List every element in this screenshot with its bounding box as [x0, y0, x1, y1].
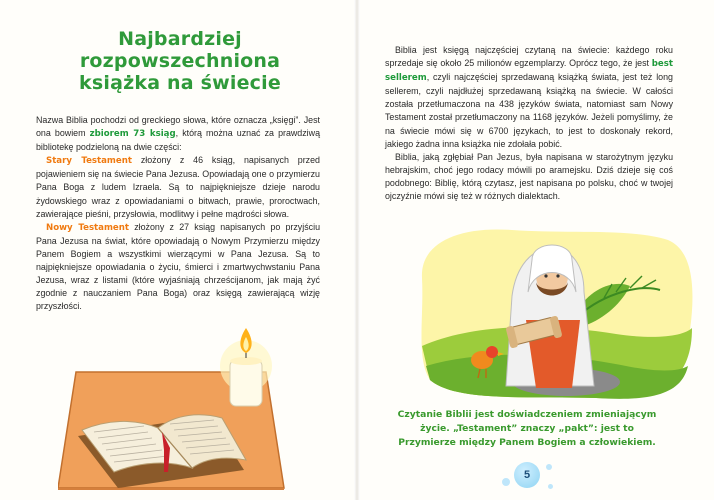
- bubble-decoration: [546, 464, 552, 470]
- bubble-decoration: [502, 478, 510, 486]
- emphasis-new-testament: Nowy Testament: [46, 222, 129, 233]
- left-body-text: [36, 114, 320, 313]
- jesus-reading-scroll-illustration: [416, 226, 696, 402]
- emphasis-old-testament: Stary Testament: [46, 156, 132, 167]
- page-title: [40, 28, 320, 94]
- bubble-decoration: [548, 484, 553, 489]
- paragraph-old-testament: [36, 154, 320, 220]
- paragraph-new-testament: [36, 221, 320, 314]
- right-body-text: [385, 44, 673, 203]
- text-run: Biblia jest księgą najczęściej czytaną na świecie: każdego roku sprzedaje się około 25 milionów egzemplarzy. Oprócz tego, że jest: [385, 45, 673, 69]
- paragraph-bestseller: [385, 44, 673, 151]
- text-run: złożony z 27 ksiąg napisanych po przyjściu Pana Jezusa na świat, które opowiadają o Nowym Przymierzu między Panem Bogiem a wszystkimi wierzącymi w Pana Jezusa. Są to najpiękniejsze opowiadania o życiu, śmierci i zmartwychwstaniu Pana Jezusa, wraz z listami (które wyjaśniają chrześcijanom, jak mają żyć zgodnie z nauczaniem Pana Boga) oraz księgą zawierającą wizję przyszłości.: [36, 221, 321, 312]
- title-line-3: książka na świecie: [79, 72, 281, 94]
- text-run: , którą można uznać za prawdziwą bibliotekę podzieloną na dwie części:: [36, 128, 320, 153]
- text-run: złożony z 46 ksiąg, napisanych przed pojawieniem się na świecie Pana Jezusa. Opowiadają one o przymierzu Pana Boga z ludem Izraela. Są to najpiękniejsze dzieje narodu żydowskiego wraz z opowiadaniami o bitwach, prawie, proroctwach, zawierające pieśni, przysłowia, modlitwy i pełne mądrości słowa.: [36, 155, 320, 219]
- emphasis-73-books: zbiorem 73 ksiąg: [89, 129, 176, 140]
- open-bible-with-candle-illustration: [58, 320, 288, 490]
- paragraph-languages: Biblia, jaką zgłębiał Pan Jezus, była napisana w starożytnym języku hebrajskim, choć jego rodacy mówili po aramejsku. Dziś dzieje się coś podobnego: Biblię, którą czytasz, jest napisana po polsku, choć w twojej ojczyźnie mówi się też w różnych dialektach.: [385, 151, 673, 202]
- text-run: , czyli najczęściej sprzedawaną książką świata, jest też long sellerem, czyli najdłużej sprzedawaną książką na świecie. W całości została przetłumaczona na 438 języków świata, natomiast sam Nowy Testament został przetłumaczony na 1168 języków. Jeżeli pomyślimy, że na świecie mówi się w 6700 językach, to jest to doskonały rekord, jakiego żadna inna książka nie zdołała pobić.: [385, 72, 673, 149]
- text-run: Nazwa Biblia pochodzi od greckiego słowa, które oznacza „księgi”. Jest ona bowiem: [36, 115, 320, 139]
- title-line-1: Najbardziej: [118, 28, 242, 50]
- book-spine: [354, 0, 360, 500]
- paragraph-biblia-name: [36, 114, 320, 154]
- illustration-caption: Czytanie Biblii jest doświadczeniem zmieniającym życie. „Testament” znaczy „pakt”: jest to Przymierze między Panem Bogiem a człowiekiem.: [397, 409, 657, 448]
- page-number: 5: [514, 462, 540, 488]
- title-line-2: rozpowszechniona: [79, 50, 281, 72]
- emphasis-best-seller: best sellerem: [385, 59, 673, 84]
- page-number-badge: [510, 458, 544, 492]
